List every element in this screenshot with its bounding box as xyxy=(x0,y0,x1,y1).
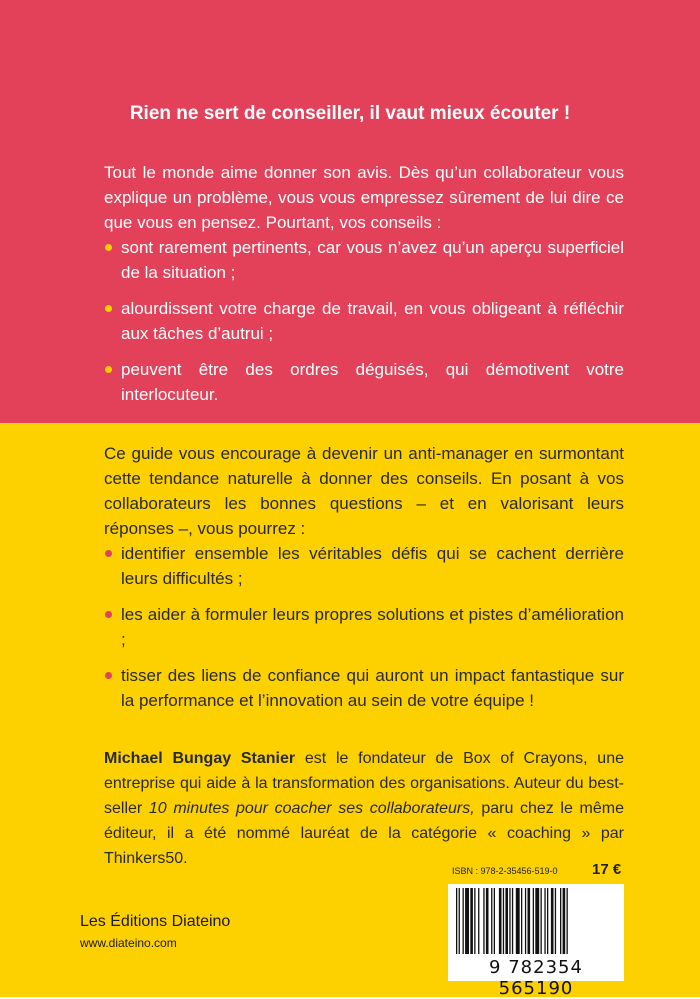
bullet-icon xyxy=(105,305,112,312)
intro-paragraph: Tout le monde aime donner son avis. Dès qu’un collaborateur vous explique un problème, vous vous empressez sûrement de lui dire ce que vous en pensez. Pourtant, vos conseils : xyxy=(104,163,624,232)
publisher-website: www.diateino.com xyxy=(80,936,177,950)
author-name: Michael Bungay Stanier xyxy=(104,750,296,767)
barcode-bar xyxy=(478,888,479,954)
barcode-bar xyxy=(551,888,554,954)
bullet-icon xyxy=(105,244,112,251)
barcode-bar xyxy=(555,888,556,954)
barcode-bar xyxy=(509,888,510,954)
barcode-bar xyxy=(541,888,542,954)
barcode-bar xyxy=(503,888,504,954)
barcode-bar xyxy=(544,888,545,954)
barcode-bar xyxy=(505,888,508,954)
barcode-bar xyxy=(470,888,473,954)
barcode-icon xyxy=(456,888,616,960)
barcode-bar xyxy=(563,888,566,954)
barcode-bar xyxy=(456,888,457,954)
advice-list xyxy=(104,235,624,418)
headline: Rien ne sert de conseiller, il vaut mieux écouter ! xyxy=(129,103,571,124)
barcode-digits: 9 782354 565190 xyxy=(489,957,583,999)
list-item: tisser des liens de confiance qui auront un impact fantastique sur la performance et l’innovation au sein de votre équipe ! xyxy=(104,663,624,713)
barcode-bar xyxy=(547,888,548,954)
barcode-bar xyxy=(463,888,464,954)
bullet-icon xyxy=(105,366,112,373)
barcode-bar xyxy=(459,888,460,954)
barcode-bar xyxy=(486,888,489,954)
isbn-label: ISBN : 978-2-35456-519-0 xyxy=(452,866,558,876)
barcode-bar xyxy=(525,888,526,954)
barcode-bar xyxy=(491,888,492,954)
barcode-bar xyxy=(512,888,513,954)
barcode-bar xyxy=(567,888,568,954)
guide-paragraph: Ce guide vous encourage à devenir un anti-manager en surmontant cette tendance naturelle à donner des conseils. En posant à vos collaborateurs les bonnes questions – et en valorisant leurs réponses –, vous pourrez : xyxy=(104,444,624,538)
barcode-bar xyxy=(516,888,520,954)
book-title: 10 minutes pour coacher ses collaborateurs, xyxy=(148,800,475,817)
bullet-icon xyxy=(105,672,112,679)
barcode-bar xyxy=(535,888,539,954)
barcode xyxy=(448,884,624,999)
publisher-name: Les Éditions Diateino xyxy=(80,913,231,930)
price-label: 17 € xyxy=(592,861,622,878)
barcode-bar xyxy=(465,888,469,954)
list-item: les aider à formuler leurs propres solutions et pistes d’amélioration ; xyxy=(104,602,624,652)
barcode-bar xyxy=(483,888,484,954)
author-bio: Michael Bungay Stanier est le fondateur de Box of Crayons, une entreprise qui aide à la transformation des organisations. Auteur du best-seller 10 minutes pour coacher ses collaborateurs, paru chez le même éditeur, il a été nommé lauréat de la catégorie « coaching » par Thinkers50. xyxy=(104,750,624,867)
bullet-icon xyxy=(105,611,112,618)
barcode-bar xyxy=(528,888,531,954)
barcode-bar xyxy=(494,888,495,954)
list-item: peuvent être des ordres déguisés, qui démotivent votre interlocuteur. xyxy=(104,357,624,407)
barcode-bar xyxy=(560,888,561,954)
barcode-bar xyxy=(474,888,475,954)
barcode-bar xyxy=(521,888,522,954)
list-item: identifier ensemble les véritables défis qui se cachent derrière leurs difficultés ; xyxy=(104,541,624,591)
bullet-icon xyxy=(105,550,112,557)
benefits-list xyxy=(104,541,624,724)
barcode-bar xyxy=(533,888,534,954)
barcode-bar xyxy=(499,888,502,954)
list-item: alourdissent votre charge de travail, en vous obligeant à réfléchir aux tâches d’autrui ; xyxy=(104,296,624,346)
list-item: sont rarement pertinents, car vous n’avez qu’un aperçu superficiel de la situation ; xyxy=(104,235,624,285)
